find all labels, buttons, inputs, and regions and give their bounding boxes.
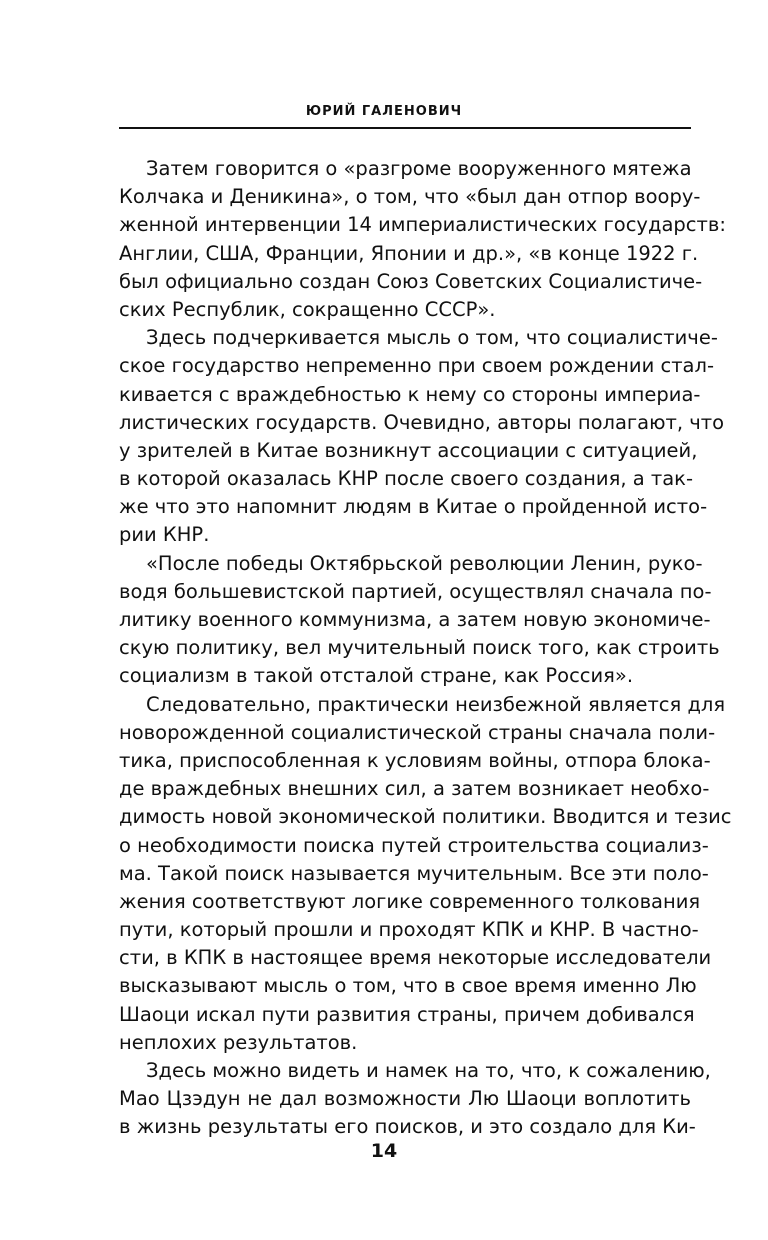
paragraph <box>119 324 725 550</box>
text-line: в которой оказалась КНР после своего создания, а так- <box>119 467 693 491</box>
paragraph <box>119 1057 711 1142</box>
text-line: Здесь подчеркивается мысль о том, что социалистиче- <box>146 326 718 350</box>
text-line: же что это напомнит людям в Китае о пройденной исто- <box>119 495 708 519</box>
text-line: жения соответствуют логике современного толкования <box>119 889 701 913</box>
text-line: пути, который прошли и проходят КПК и КНР. В частно- <box>119 918 699 942</box>
text-line: Шаоци искал пути развития страны, причем добивался <box>119 1002 695 1026</box>
text-line: литику военного коммунизма, а затем новую экономиче- <box>119 608 711 631</box>
text-line: Следовательно, практически неизбежной является для <box>146 692 726 716</box>
header-rule <box>119 127 691 129</box>
text-line: Мао Цзэдун не дал возможности Лю Шаоци воплотить <box>119 1087 691 1111</box>
text-line: о необходимости поиска путей строительства социализ- <box>119 833 709 857</box>
text-line: Затем говорится о «разгроме вооруженного мятежа <box>146 157 692 180</box>
text-line: высказывают мысль о том, что в свое время именно Лю <box>119 974 697 998</box>
text-line: водя большевистской партией, осуществлял сначала по- <box>119 579 712 603</box>
text-line: ское государство непременно при своем рождении стал- <box>119 354 715 378</box>
text-line: у зрителей в Китае возникнут ассоциации с ситуацией, <box>119 438 698 462</box>
page-number: 14 <box>370 1140 398 1162</box>
text-line: ма. Такой поиск называется мучительным. Все эти поло- <box>119 861 709 885</box>
text-line: ских Республик, сокращенно СССР». <box>119 297 496 321</box>
text-line: листических государств. Очевидно, авторы полагают, что <box>119 410 725 434</box>
text-line: тика, приспособленная к условиям войны, отпора блока- <box>119 748 711 772</box>
text-line: кивается с враждебностью к нему со стороны империа- <box>119 382 701 406</box>
text-line: был официально создан Союз Советских Социалистиче- <box>119 269 703 293</box>
text-line: Колчака и Деникина», о том, что «был дан отпор воору- <box>119 185 701 209</box>
running-header: ЮРИЙ ГАЛЕНОВИЧ <box>305 104 463 119</box>
text-line: новорожденной социалистической страны сначала поли- <box>119 720 716 744</box>
text-line: де враждебных внешних сил, а затем возникает необхо- <box>119 777 710 801</box>
text-line: димость новой экономической политики. Вводится и тезис <box>119 805 732 829</box>
text-line: скую политику, вел мучительный поиск того, как строить <box>119 636 720 660</box>
text-line: неплохих результатов. <box>119 1030 358 1054</box>
text-line: социализм в такой отсталой стране, как Россия». <box>119 664 634 688</box>
body-text <box>119 155 732 1142</box>
paragraph <box>119 691 732 1057</box>
paragraph <box>119 550 720 691</box>
text-line: сти, в КПК в настоящее время некоторые исследователи <box>119 946 712 970</box>
text-line: Здесь можно видеть и намек на то, что, к сожалению, <box>146 1059 711 1082</box>
text-line: женной интервенции 14 империалистических государств: <box>119 213 726 237</box>
text-line: Англии, США, Франции, Японии и др.», «в конце 1922 г. <box>119 241 699 265</box>
text-line: рии КНР. <box>119 523 210 547</box>
text-line: в жизнь результаты его поисков, и это создало для Ки- <box>119 1115 696 1139</box>
text-line: «После победы Октябрьской революции Ленин, руко- <box>146 551 703 575</box>
paragraph <box>119 155 726 324</box>
